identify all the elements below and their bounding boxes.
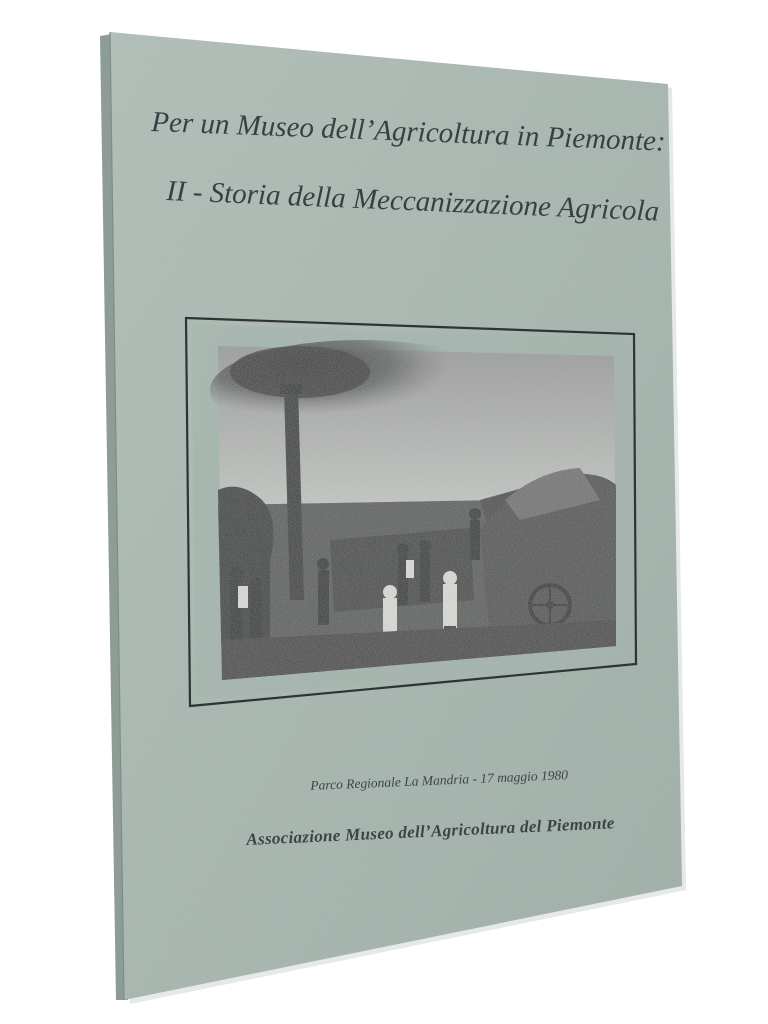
- book-title-line-2: II - Storia della Meccanizzazione Agricola: [165, 175, 660, 228]
- publisher-line: Associazione Museo dell’Agricoltura del Piemonte: [246, 813, 616, 849]
- event-line: Parco Regionale La Mandria - 17 maggio 1980: [310, 767, 569, 793]
- book-title-line-1: Per un Museo dell’Agricoltura in Piemonte:: [150, 106, 667, 158]
- threshing-scene-photo: [210, 340, 616, 680]
